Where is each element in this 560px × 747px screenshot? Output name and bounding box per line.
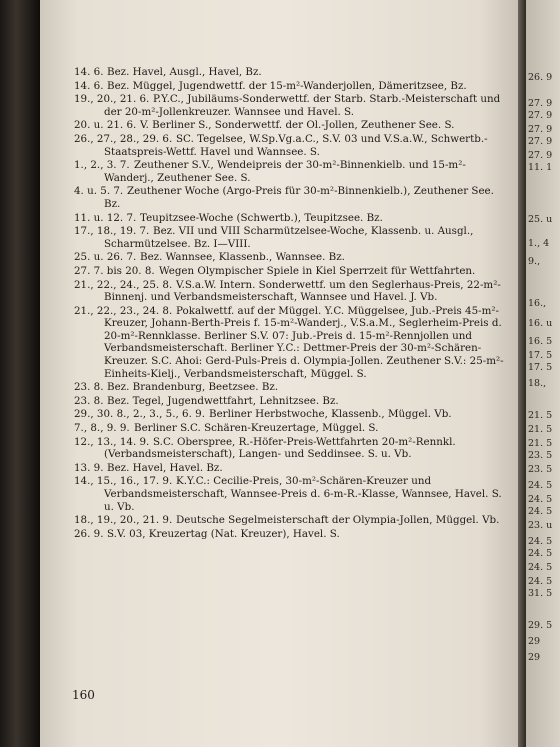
calendar-entry bbox=[74, 265, 510, 278]
entry-text: Bez. VII und VIII Scharmützelsee-Woche, Klassenb. u. Ausgl., Scharmützelsee. Bz. I—VIII. bbox=[104, 225, 474, 250]
entry-text: Pokalwettf. auf der Müggel. Y.C. Müggelsee, Jub.-Preis 45-m²-Kreuzer, Johann-Berth-Preis f. 15-m²-Wanderj., V.S.a.M., Seglerheim-Preis d. 20-m²-Rennklasse. Berliner S.V. 07: Jub.-Preis d. 15-m²-Rennjollen und Verbandsmeisterschaft. Berliner Y.C.: Dettmer-Preis der 30-m²-Schären-Kreuzer. S.C. Ahoi: Gerd-Puls-Preis d. Olympia-Jollen. Zeuthener S.V.: 25-m²-Einheits-Kielj., Verbandsmeisterschaft, Müggel. S. bbox=[104, 304, 504, 380]
facing-page-date: 29 bbox=[528, 636, 541, 647]
entry-date: 4. u. 5. 7. bbox=[74, 185, 124, 198]
facing-page-date: 21. 5 bbox=[528, 410, 553, 421]
facing-page-date: 27. 9 bbox=[528, 150, 553, 161]
entry-date: 14., 15., 16., 17. 9. bbox=[74, 475, 173, 488]
entry-date: 1., 2., 3. 7. bbox=[74, 159, 130, 172]
facing-page-date: 16. 5 bbox=[528, 336, 553, 347]
calendar-entry bbox=[74, 395, 510, 408]
calendar-entry bbox=[74, 80, 510, 93]
entry-text: K.Y.C.: Cecilie-Preis, 30-m²-Schären-Kreuzer und Verbandsmeisterschaft, Wannsee-Preis d. 6-m-R.-Klasse, Wannsee, Havel. S. u. Vb. bbox=[104, 475, 502, 513]
facing-page-date: 24. 5 bbox=[528, 480, 553, 491]
calendar-entry bbox=[74, 159, 510, 184]
facing-page-date: 26. 9 bbox=[528, 72, 553, 83]
calendar-entry bbox=[74, 381, 510, 394]
calendar-entry bbox=[74, 475, 510, 513]
entry-date: 12., 13., 14. 9. bbox=[74, 435, 150, 448]
entry-date: 26. 9. bbox=[74, 527, 104, 540]
facing-page-date: 23. 5 bbox=[528, 464, 553, 475]
entry-date: 18., 19., 20., 21. 9. bbox=[74, 514, 173, 527]
calendar-entry bbox=[74, 528, 510, 541]
entry-date: 19., 20., 21. 6. bbox=[74, 93, 150, 106]
entry-text: V. Berliner S., Sonderwettf. der Ol.-Jollen, Zeuthener See. S. bbox=[140, 119, 455, 132]
entry-text: Berliner S.C. Schären-Kreuzertage, Müggel. S. bbox=[134, 422, 379, 435]
entry-date: 27. 7. bis 20. 8. bbox=[74, 264, 155, 277]
entry-date: 11. u. 12. 7. bbox=[74, 211, 137, 224]
facing-page-date: 31. 5 bbox=[528, 588, 553, 599]
facing-page-date: 1., 4 bbox=[528, 238, 550, 249]
entry-text: Bez. Wannsee, Klassenb., Wannsee. Bz. bbox=[140, 251, 345, 264]
calendar-entry bbox=[74, 185, 510, 210]
entry-date: 14. 6. bbox=[74, 66, 104, 78]
calendar-entry bbox=[74, 422, 510, 435]
facing-page-date: 11. 1 bbox=[528, 162, 553, 173]
calendar-entry bbox=[74, 66, 510, 79]
entry-text: S.C. Oberspree, R.-Höfer-Preis-Wettfahrten 20-m²-Rennkl. (Verbandsmeisterschaft), Langen- und Seddinsee. S. u. Vb. bbox=[104, 435, 456, 461]
facing-page-date: 24. 5 bbox=[528, 494, 553, 505]
entry-text: Bez. Havel, Havel. Bz. bbox=[107, 461, 223, 474]
facing-page-date: 16., bbox=[528, 298, 547, 309]
entry-text: P.Y.C., Jubiläums-Sonderwettf. der Starb. Starb.-Meisterschaft und der 20-m²-Jollenkreuzer. Wannsee und Havel. S. bbox=[104, 93, 501, 118]
entry-text: Zeuthener S.V., Wendeipreis der 30-m²-Binnenkielb. und 15-m²-Wanderj., Zeuthener See. S. bbox=[104, 159, 466, 184]
calendar-entry bbox=[74, 514, 510, 527]
calendar-entry bbox=[74, 408, 510, 421]
entry-date: 21., 22., 24., 25. 8. bbox=[74, 278, 173, 291]
calendar-entry bbox=[74, 251, 510, 264]
facing-page-date: 24. 5 bbox=[528, 548, 553, 559]
facing-page-date: 21. 5 bbox=[528, 424, 553, 435]
book-spine bbox=[0, 0, 40, 747]
facing-page-date: 27. 9 bbox=[528, 136, 553, 147]
entry-date: 14. 6. bbox=[74, 79, 104, 92]
facing-page-date: 24. 5 bbox=[528, 562, 553, 573]
entry-date: 13. 9. bbox=[74, 461, 104, 474]
entry-date: 7., 8., 9. 9. bbox=[74, 422, 130, 435]
entry-text: S.V. 03, Kreuzertag (Nat. Kreuzer), Havel. S. bbox=[107, 527, 340, 540]
book-gutter bbox=[518, 0, 526, 747]
entry-date: 20. u. 21. 6. bbox=[74, 119, 137, 132]
entry-date: 26., 27., 28., 29. 6. bbox=[74, 132, 173, 145]
calendar-entry bbox=[74, 279, 510, 304]
facing-page-date: 27. 9 bbox=[528, 110, 553, 121]
entry-date: 29., 30. 8., 2., 3., 5., 6. 9. bbox=[74, 408, 205, 421]
entry-text: Zeuthener Woche (Argo-Preis für 30-m²-Binnenkielb.), Zeuthener See. Bz. bbox=[104, 185, 494, 210]
entry-text: Bez. Tegel, Jugendwettfahrt, Lehnitzsee. Bz. bbox=[107, 394, 339, 407]
entry-text: Bez. Müggel, Jugendwettf. der 15-m²-Wanderjollen, Dämeritzsee, Bz. bbox=[107, 79, 467, 92]
right-page-edge bbox=[526, 0, 560, 747]
calendar-entry bbox=[74, 119, 510, 132]
entry-text: Bez. Brandenburg, Beetzsee. Bz. bbox=[107, 381, 279, 394]
entry-text: Berliner Herbstwoche, Klassenb., Müggel. Vb. bbox=[209, 408, 452, 421]
facing-page-date: 29 bbox=[528, 652, 541, 663]
entry-date: 21., 22., 23., 24. 8. bbox=[74, 304, 173, 317]
entry-text: Deutsche Segelmeisterschaft der Olympia-Jollen, Müggel. Vb. bbox=[176, 514, 500, 527]
facing-page-date: 24. 5 bbox=[528, 536, 553, 547]
calendar-entry bbox=[74, 133, 510, 158]
facing-page-date: 21. 5 bbox=[528, 438, 553, 449]
facing-page-date: 27. 9 bbox=[528, 124, 553, 135]
facing-page-date: 18., bbox=[528, 378, 547, 389]
facing-page-date: 24. 5 bbox=[528, 506, 553, 517]
facing-page-date: 16. u bbox=[528, 318, 553, 329]
facing-page-date: 29. 5 bbox=[528, 620, 553, 631]
facing-page-date: 23. u bbox=[528, 520, 553, 531]
facing-page-date: 27. 9 bbox=[528, 98, 553, 109]
calendar-entry bbox=[74, 225, 510, 250]
entry-text: Teupitzsee-Woche (Schwertb.), Teupitzsee. Bz. bbox=[140, 211, 383, 224]
facing-page-date: 17. 5 bbox=[528, 350, 553, 361]
regatta-calendar bbox=[74, 66, 510, 541]
facing-page-date: 17. 5 bbox=[528, 362, 553, 373]
facing-page-date: 23. 5 bbox=[528, 450, 553, 461]
page-number: 160 bbox=[72, 688, 95, 702]
entry-text: Bez. Havel, Ausgl., Havel, Bz. bbox=[107, 66, 262, 78]
calendar-entry bbox=[74, 305, 510, 381]
entry-text: SC. Tegelsee, W.Sp.Vg.a.C., S.V. 03 und V.S.a.W., Schwertb.-Staatspreis-Wettf. Havel und Wannsee. S. bbox=[104, 132, 488, 158]
calendar-entry bbox=[74, 93, 510, 118]
facing-page-date: 24. 5 bbox=[528, 576, 553, 587]
calendar-entry bbox=[74, 436, 510, 461]
calendar-entry bbox=[74, 462, 510, 475]
facing-page-date: 9., bbox=[528, 256, 541, 267]
entry-date: 23. 8. bbox=[74, 394, 104, 407]
entry-text: Wegen Olympischer Spiele in Kiel Sperrzeit für Wettfahrten. bbox=[159, 264, 476, 277]
calendar-entry bbox=[74, 212, 510, 225]
entry-date: 25. u. 26. 7. bbox=[74, 251, 137, 264]
facing-page-date: 25. u bbox=[528, 214, 553, 225]
entry-date: 17., 18., 19. 7. bbox=[74, 225, 150, 238]
entry-text: V.S.a.W. Intern. Sonderwettf. um den Seglerhaus-Preis, 22-m²-Binnenj. und Verbandsmeisterschaft, Wannsee und Havel. J. Vb. bbox=[104, 278, 501, 304]
entry-date: 23. 8. bbox=[74, 381, 104, 394]
